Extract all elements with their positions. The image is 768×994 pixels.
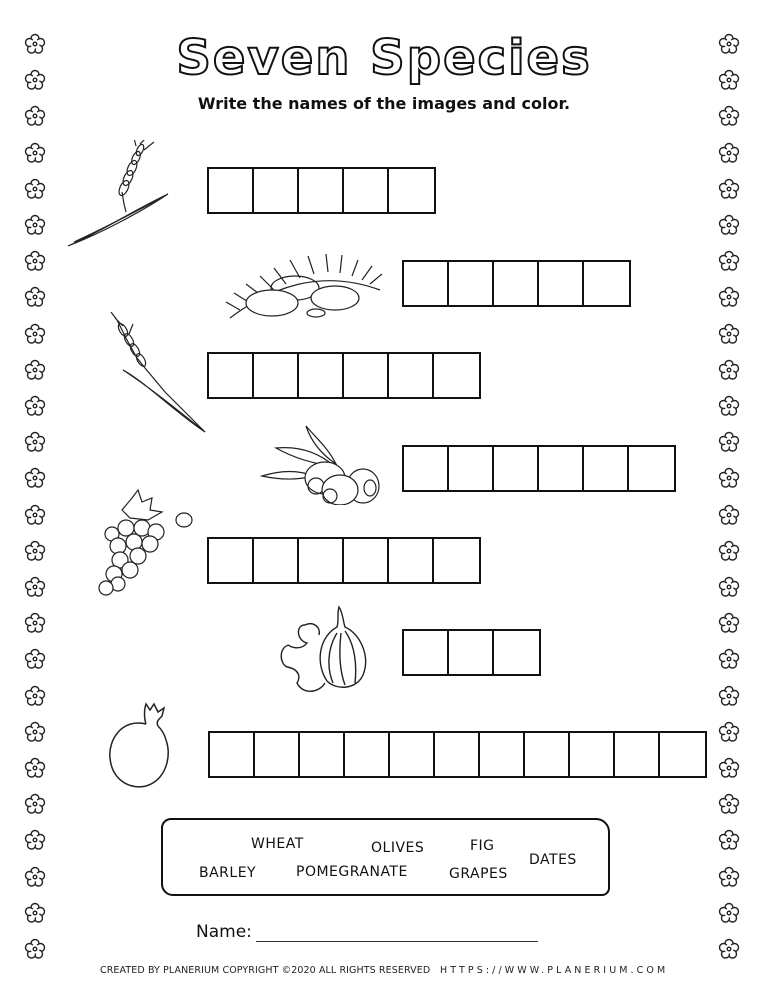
word-barley: BARLEY <box>199 865 257 881</box>
letter-box[interactable] <box>434 354 479 397</box>
letter-box[interactable] <box>629 447 674 490</box>
letter-box[interactable] <box>584 262 629 305</box>
flower-icon <box>24 504 46 526</box>
flower-icon <box>24 829 46 851</box>
word-olives: OLIVES <box>371 840 425 856</box>
flower-icon <box>718 142 740 164</box>
pomegranate-icon <box>102 700 177 792</box>
letter-box[interactable] <box>299 539 344 582</box>
flower-icon <box>24 685 46 707</box>
flower-icon <box>718 648 740 670</box>
flower-icon <box>718 250 740 272</box>
letter-box[interactable] <box>435 733 480 776</box>
flower-icon <box>24 395 46 417</box>
flower-icon <box>718 829 740 851</box>
word-grapes: GRAPES <box>449 866 508 882</box>
letter-box[interactable] <box>494 631 539 674</box>
letter-box[interactable] <box>344 539 389 582</box>
letter-box[interactable] <box>434 539 479 582</box>
flower-icon <box>24 540 46 562</box>
fig-icon <box>275 603 375 698</box>
flower-icon <box>24 793 46 815</box>
instructions: Write the names of the images and color. <box>197 94 571 113</box>
copyright-text: CREATED BY PLANERIUM COPYRIGHT ©2020 ALL RIGHTS RESERVED <box>100 965 431 976</box>
letter-box[interactable] <box>660 733 705 776</box>
answer-row-1 <box>207 167 436 214</box>
letter-box[interactable] <box>584 447 629 490</box>
flower-icon <box>718 540 740 562</box>
flower-icon <box>718 866 740 888</box>
word-wheat: WHEAT <box>251 836 304 852</box>
letter-box[interactable] <box>615 733 660 776</box>
flower-icon <box>24 612 46 634</box>
letter-box[interactable] <box>209 539 254 582</box>
flower-icon <box>718 286 740 308</box>
flower-icon <box>24 323 46 345</box>
flower-icon <box>718 721 740 743</box>
word-dates: DATES <box>529 852 577 868</box>
letter-box[interactable] <box>254 169 299 212</box>
flower-icon <box>718 757 740 779</box>
letter-box[interactable] <box>300 733 345 776</box>
flower-icon <box>24 214 46 236</box>
dates-icon <box>220 248 385 323</box>
letter-box[interactable] <box>570 733 615 776</box>
flower-icon <box>24 142 46 164</box>
flower-icon <box>718 938 740 960</box>
wheat-icon <box>64 140 184 250</box>
flower-icon <box>24 250 46 272</box>
letter-box[interactable] <box>494 262 539 305</box>
flower-icon <box>24 359 46 381</box>
answer-row-6 <box>402 629 541 676</box>
letter-box[interactable] <box>389 539 434 582</box>
name-input-line[interactable] <box>256 941 538 942</box>
letter-box[interactable] <box>449 631 494 674</box>
letter-box[interactable] <box>254 354 299 397</box>
answer-row-5 <box>207 537 481 584</box>
letter-box[interactable] <box>539 447 584 490</box>
letter-box[interactable] <box>404 262 449 305</box>
answer-row-2 <box>402 260 631 307</box>
flower-icon <box>24 576 46 598</box>
flower-icon <box>24 866 46 888</box>
word-pomegranate: POMEGRANATE <box>296 864 408 880</box>
flower-icon <box>24 178 46 200</box>
page-title: Seven Species <box>176 30 592 86</box>
letter-box[interactable] <box>539 262 584 305</box>
flower-icon <box>24 286 46 308</box>
flower-icon <box>24 902 46 924</box>
name-label: Name: <box>196 922 252 942</box>
letter-box[interactable] <box>299 169 344 212</box>
letter-box[interactable] <box>449 262 494 305</box>
flower-icon <box>718 214 740 236</box>
olives-icon <box>258 420 383 505</box>
answer-row-3 <box>207 352 481 399</box>
word-fig: FIG <box>470 838 495 854</box>
letter-box[interactable] <box>389 169 434 212</box>
flower-icon <box>718 685 740 707</box>
answer-row-7 <box>208 731 707 778</box>
word-bank <box>161 818 610 896</box>
flower-icon <box>718 395 740 417</box>
flower-icon <box>718 178 740 200</box>
flower-icon <box>718 504 740 526</box>
letter-box[interactable] <box>299 354 344 397</box>
flower-icon <box>718 612 740 634</box>
flower-icon <box>718 902 740 924</box>
flower-icon <box>24 467 46 489</box>
letter-box[interactable] <box>344 354 389 397</box>
flower-icon <box>24 648 46 670</box>
letter-box[interactable] <box>344 169 389 212</box>
letter-box[interactable] <box>449 447 494 490</box>
flower-icon <box>718 431 740 453</box>
letter-box[interactable] <box>494 447 539 490</box>
letter-box[interactable] <box>389 354 434 397</box>
letter-box[interactable] <box>210 733 255 776</box>
letter-box[interactable] <box>404 447 449 490</box>
letter-box[interactable] <box>345 733 390 776</box>
flower-icon <box>24 757 46 779</box>
letter-box[interactable] <box>480 733 525 776</box>
flower-icon <box>24 431 46 453</box>
letter-box[interactable] <box>390 733 435 776</box>
grapes-icon <box>96 488 196 598</box>
flower-icon <box>24 721 46 743</box>
flower-icon <box>718 467 740 489</box>
letter-box[interactable] <box>254 539 299 582</box>
flower-icon <box>24 938 46 960</box>
letter-box[interactable] <box>209 169 254 212</box>
barley-icon <box>105 312 215 437</box>
letter-box[interactable] <box>255 733 300 776</box>
flower-icon <box>718 359 740 381</box>
flower-icon <box>718 793 740 815</box>
flower-icon <box>718 576 740 598</box>
answer-row-4 <box>402 445 676 492</box>
letter-box[interactable] <box>404 631 449 674</box>
letter-box[interactable] <box>525 733 570 776</box>
website-url[interactable]: HTTPS://WWW.PLANERIUM.COM <box>440 965 669 976</box>
flower-icon <box>718 323 740 345</box>
letter-box[interactable] <box>209 354 254 397</box>
